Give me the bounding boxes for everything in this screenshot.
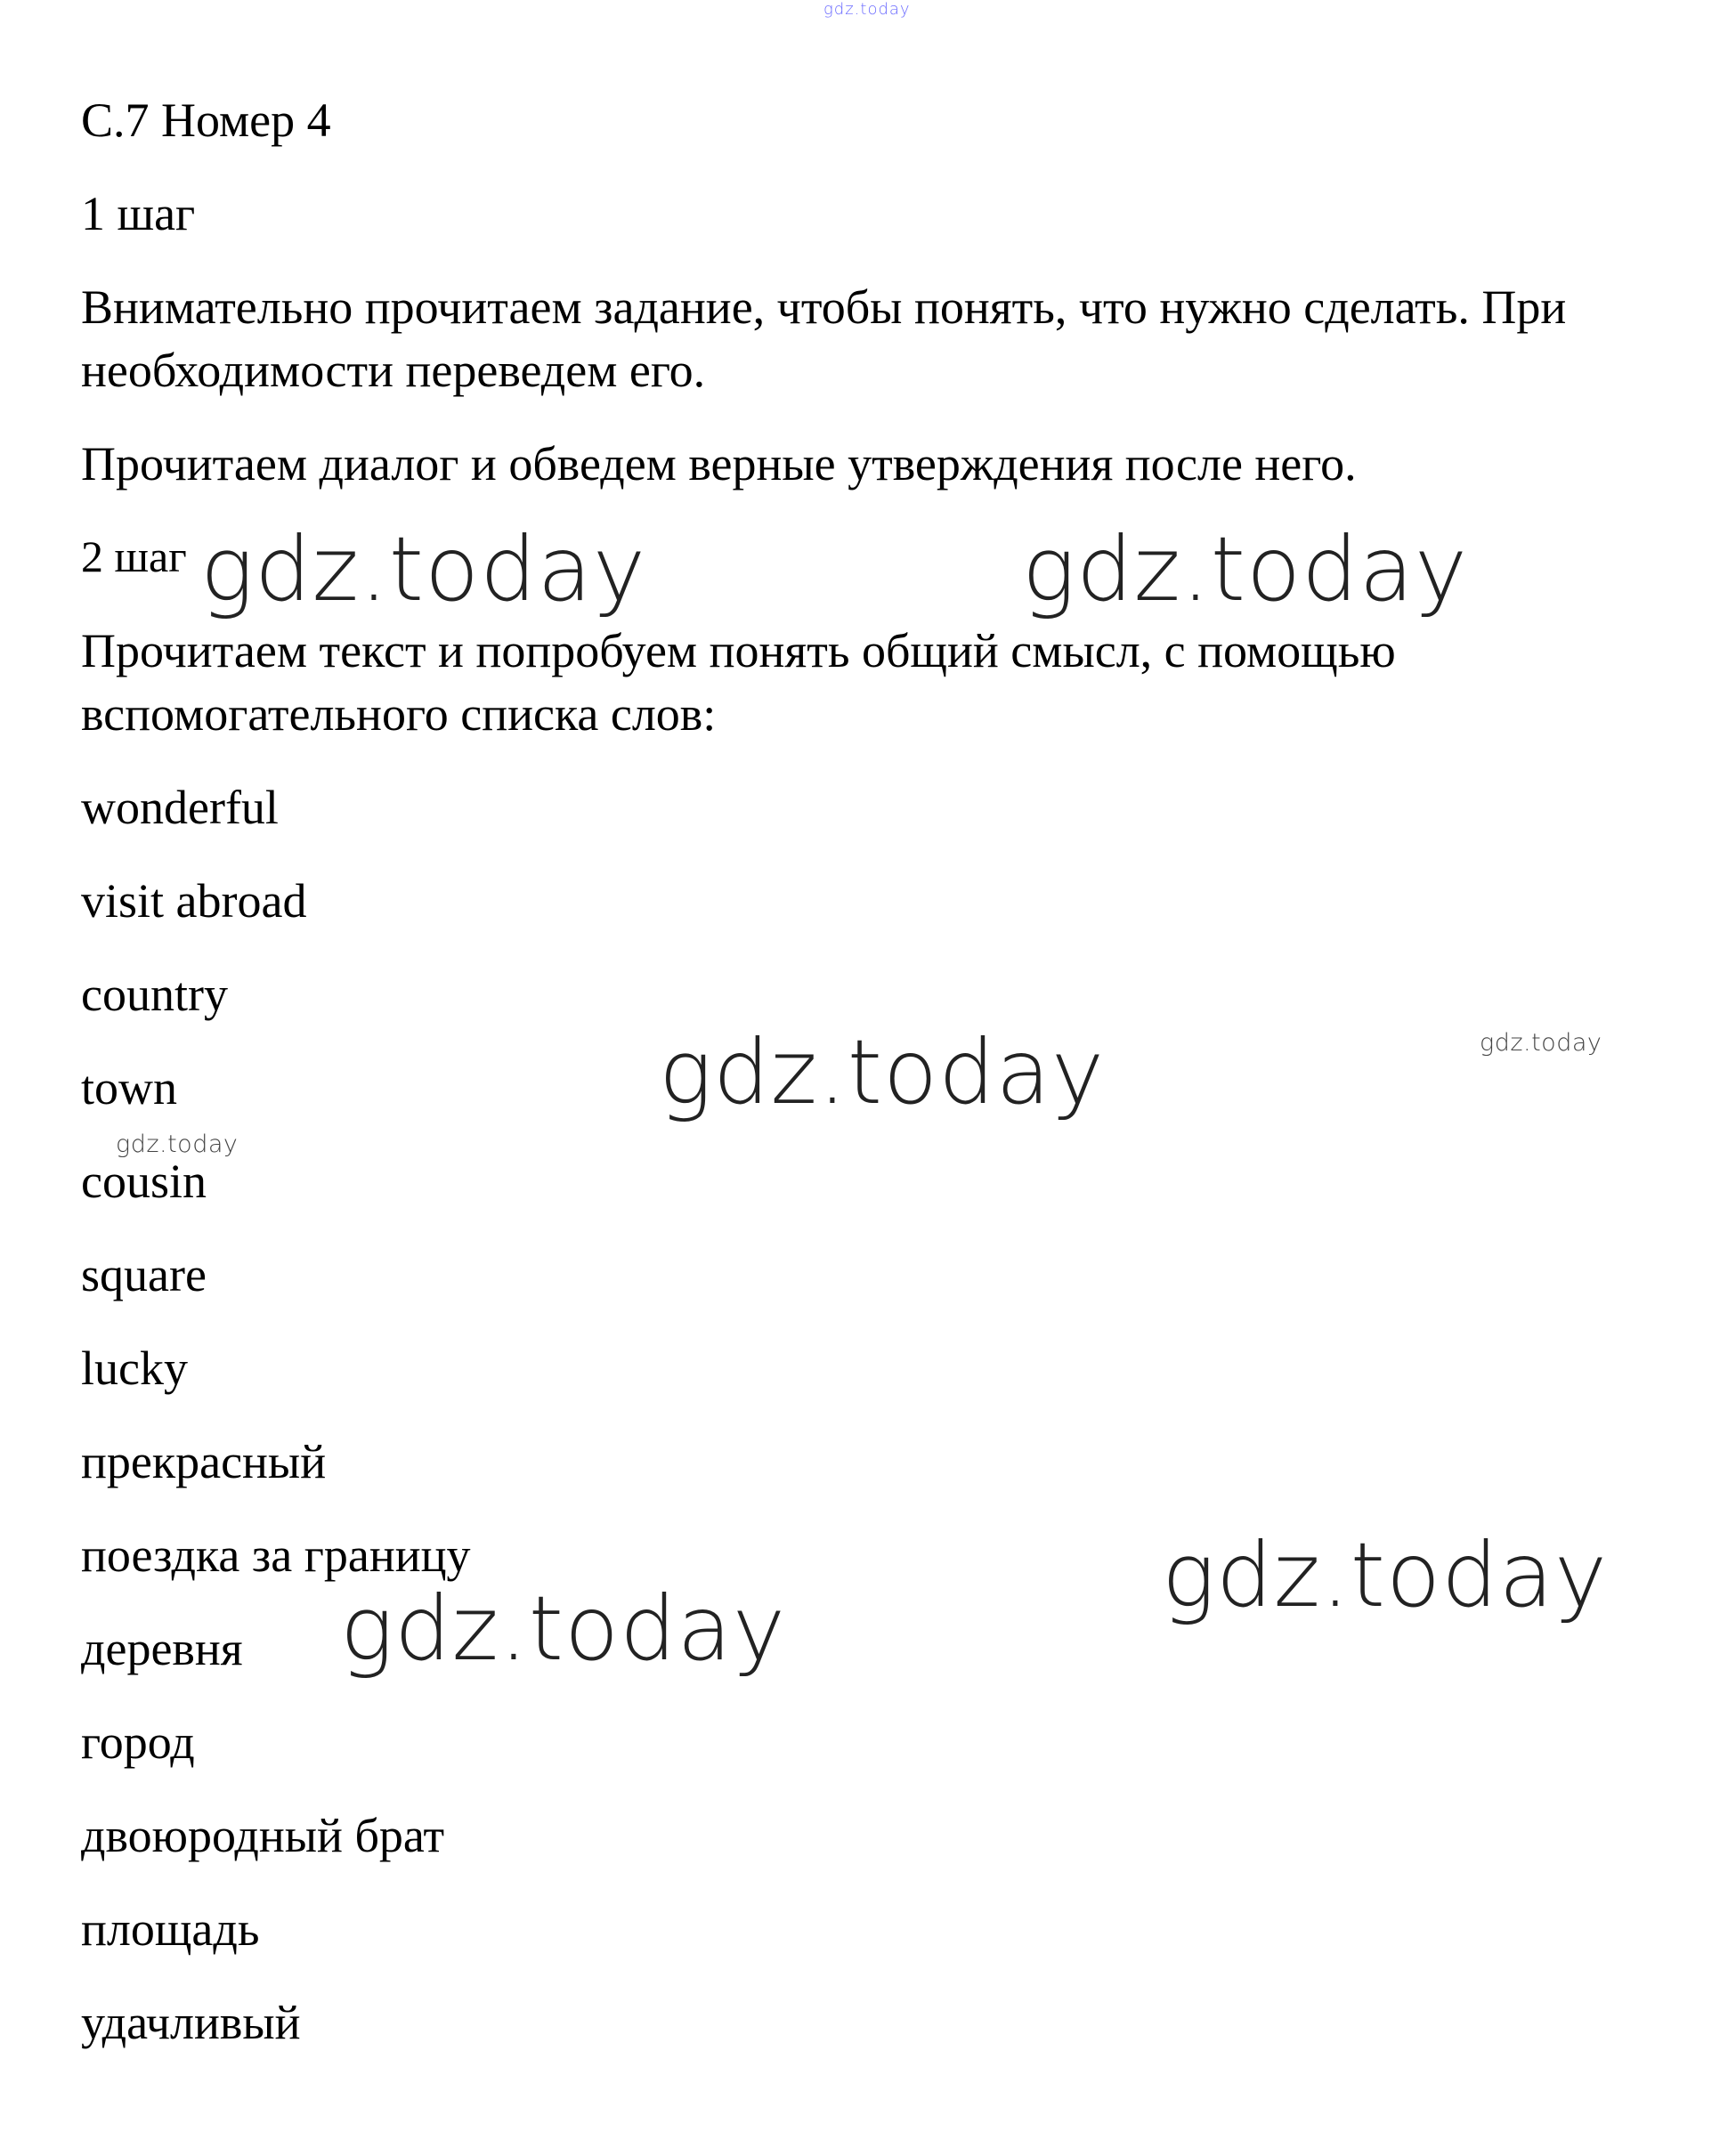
watermark-small-left: gdz.today bbox=[116, 1131, 239, 1158]
watermark-large-3: gdz.today bbox=[659, 1020, 1106, 1124]
word-ru-item: прекрасный bbox=[81, 1435, 327, 1488]
watermark-top-tiny: gdz.today bbox=[823, 0, 911, 19]
watermark-large-2: gdz.today bbox=[1022, 517, 1469, 621]
word-ru-item: площадь bbox=[81, 1902, 260, 1956]
watermark-large-1: gdz.today bbox=[200, 517, 647, 621]
step-2-instruction-line-2: вспомогательного списка слов: bbox=[81, 687, 717, 741]
word-ru-item: деревня bbox=[81, 1622, 243, 1675]
word-en-item: lucky bbox=[81, 1341, 188, 1395]
watermark-large-4: gdz.today bbox=[1162, 1523, 1609, 1627]
word-en-item: wonderful bbox=[81, 781, 279, 834]
word-en-item: country bbox=[81, 968, 228, 1021]
word-ru-item: поездка за границу bbox=[81, 1528, 471, 1582]
step-1-instruction-line-2: необходимости переведем его. bbox=[81, 344, 706, 397]
word-ru-item: удачливый bbox=[81, 1996, 301, 2049]
word-en-item: town bbox=[81, 1061, 177, 1115]
step-1-instruction-line-1: Внимательно прочитаем задание, чтобы понять, что нужно сделать. При bbox=[81, 280, 1567, 334]
step-2-label: 2 шаг bbox=[81, 531, 187, 581]
step-1-task-text: Прочитаем диалог и обведем верные утверждения после него. bbox=[81, 437, 1357, 490]
step-1-label: 1 шаг bbox=[81, 187, 196, 240]
word-en-item: visit abroad bbox=[81, 874, 307, 928]
word-ru-item: двоюродный брат bbox=[81, 1809, 445, 1862]
watermark-large-5: gdz.today bbox=[340, 1577, 787, 1681]
word-en-item: square bbox=[81, 1248, 207, 1301]
word-en-item: cousin bbox=[81, 1155, 207, 1208]
watermark-small-right: gdz.today bbox=[1480, 1029, 1602, 1057]
step-2-instruction-line-1: Прочитаем текст и попробуем понять общий смысл, с помощью bbox=[81, 624, 1396, 677]
page-title: С.7 Номер 4 bbox=[81, 93, 331, 147]
word-ru-item: город bbox=[81, 1715, 195, 1769]
